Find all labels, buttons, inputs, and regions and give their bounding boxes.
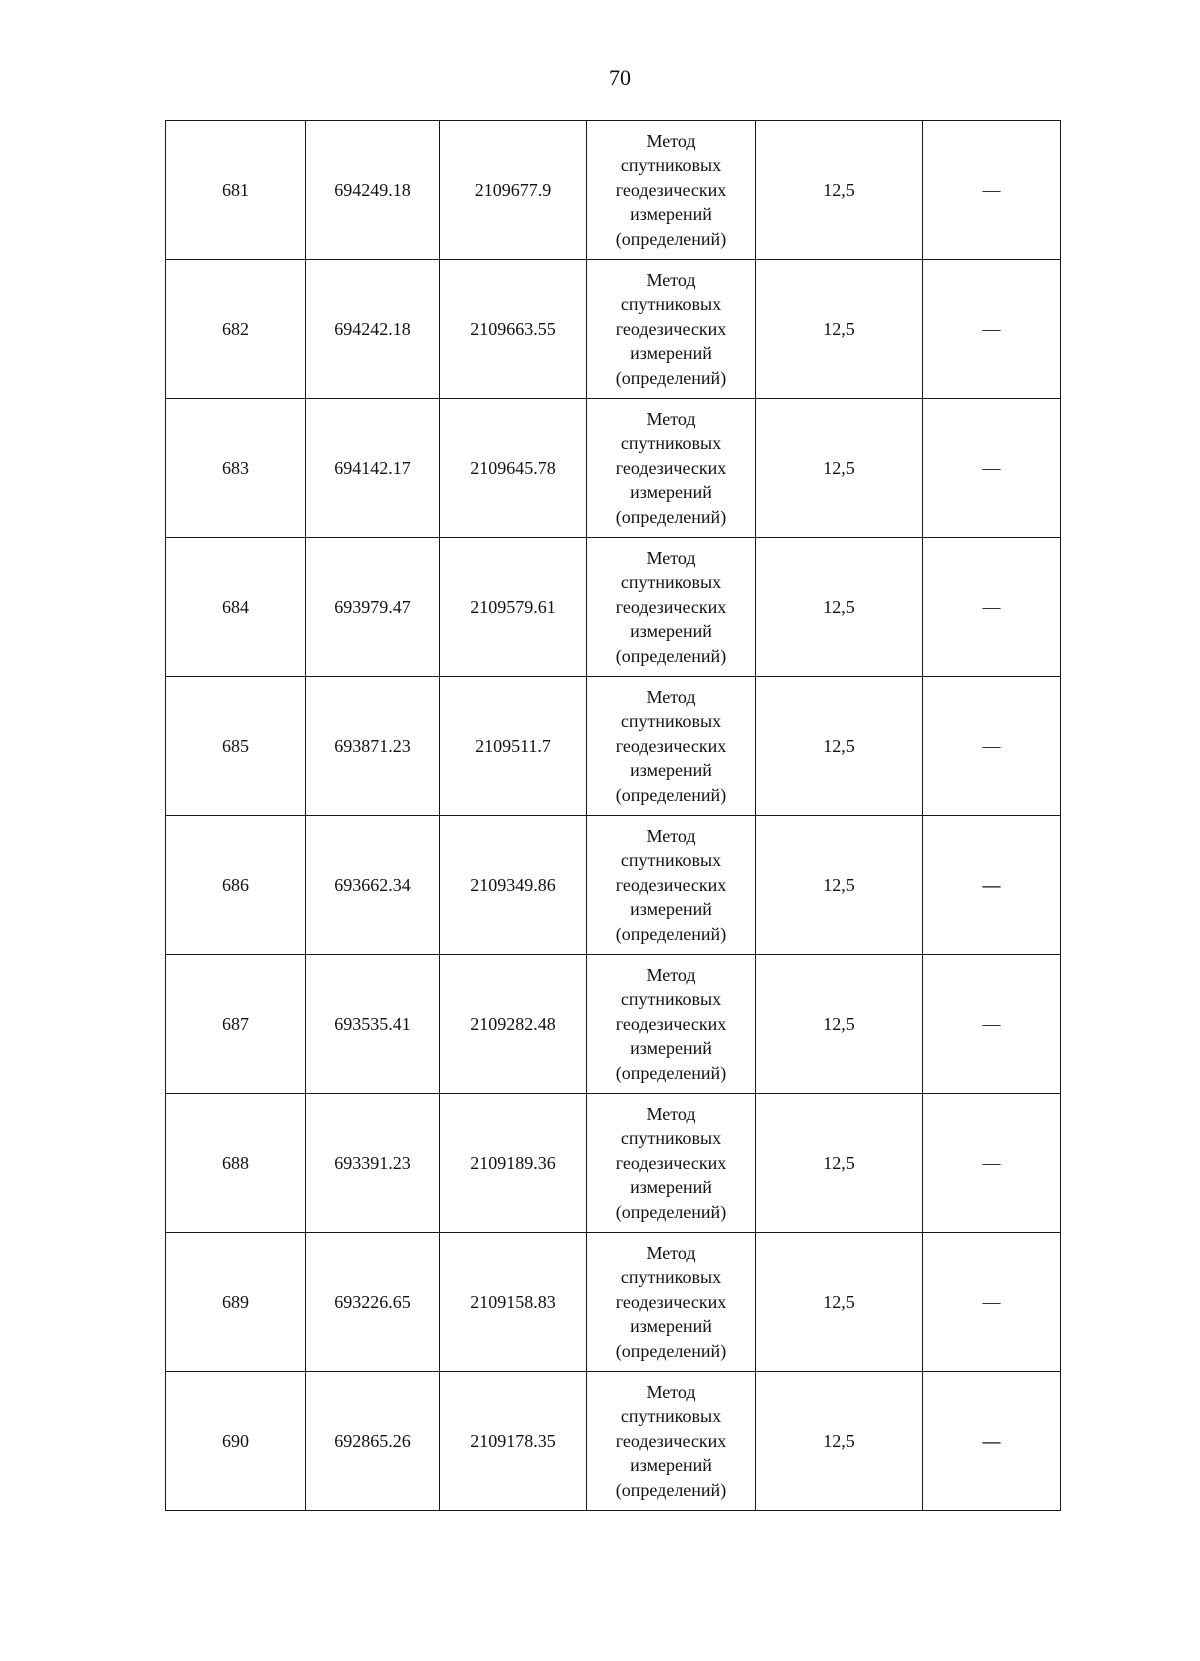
method-line: спутниковых <box>620 1406 722 1427</box>
y-coordinate-cell: 2109158.83 <box>440 1233 587 1372</box>
note-dash: — <box>982 596 1001 617</box>
method-line: измерений <box>630 1177 712 1198</box>
page-number: 70 <box>609 65 631 90</box>
y-coordinate-cell: 2109645.78 <box>440 399 587 538</box>
point-number-cell: 690 <box>166 1372 306 1511</box>
method-line: геодезических <box>615 596 727 617</box>
note-dash: — <box>982 179 1001 200</box>
note-dash: — <box>982 318 1001 339</box>
note-cell <box>923 538 1061 677</box>
note-dash: — <box>982 1291 1001 1312</box>
method-line: геодезических <box>615 874 727 895</box>
point-number-cell: 688 <box>166 1094 306 1233</box>
method-line: Метод <box>646 1381 696 1402</box>
note-dash: — <box>982 874 1001 895</box>
point-number-cell: 685 <box>166 677 306 816</box>
method-cell <box>587 260 756 399</box>
accuracy-cell: 12,5 <box>756 121 923 260</box>
method-line: (определений) <box>615 1340 727 1361</box>
accuracy-cell: 12,5 <box>756 1372 923 1511</box>
point-number-cell: 682 <box>166 260 306 399</box>
method-line: геодезических <box>615 1013 727 1034</box>
method-line: (определений) <box>615 923 727 944</box>
method-cell <box>587 816 756 955</box>
method-line: измерений <box>630 482 712 503</box>
method-line: (определений) <box>615 367 727 388</box>
note-dash: — <box>982 735 1001 756</box>
method-line: Метод <box>646 686 696 707</box>
method-line: Метод <box>646 547 696 568</box>
method-cell <box>587 121 756 260</box>
y-coordinate-cell: 2109178.35 <box>440 1372 587 1511</box>
method-line: геодезических <box>615 318 727 339</box>
method-line: спутниковых <box>620 155 722 176</box>
method-cell <box>587 399 756 538</box>
method-line: Метод <box>646 130 696 151</box>
table-row <box>166 677 1061 816</box>
method-cell <box>587 955 756 1094</box>
table-body <box>166 121 1061 1511</box>
method-line: измерений <box>630 621 712 642</box>
method-cell <box>587 1233 756 1372</box>
method-line: (определений) <box>615 1062 727 1083</box>
table-row <box>166 816 1061 955</box>
x-coordinate-cell: 693535.41 <box>306 955 440 1094</box>
method-line: спутниковых <box>620 572 722 593</box>
method-line: геодезических <box>615 179 727 200</box>
method-line: (определений) <box>615 506 727 527</box>
y-coordinate-cell: 2109511.7 <box>440 677 587 816</box>
table-row <box>166 1372 1061 1511</box>
x-coordinate-cell: 693662.34 <box>306 816 440 955</box>
x-coordinate-cell: 692865.26 <box>306 1372 440 1511</box>
note-dash: — <box>982 1430 1001 1451</box>
table-row <box>166 1094 1061 1233</box>
method-cell <box>587 1094 756 1233</box>
method-line: спутниковых <box>620 294 722 315</box>
method-line: (определений) <box>615 784 727 805</box>
x-coordinate-cell: 694249.18 <box>306 121 440 260</box>
method-line: измерений <box>630 1455 712 1476</box>
method-line: измерений <box>630 760 712 781</box>
y-coordinate-cell: 2109579.61 <box>440 538 587 677</box>
method-line: измерений <box>630 1038 712 1059</box>
accuracy-cell: 12,5 <box>756 677 923 816</box>
point-number-cell: 687 <box>166 955 306 1094</box>
note-dash: — <box>982 457 1001 478</box>
method-line: Метод <box>646 964 696 985</box>
note-dash: — <box>982 1152 1001 1173</box>
method-line: (определений) <box>615 1479 727 1500</box>
method-line: геодезических <box>615 1291 727 1312</box>
method-line: Метод <box>646 269 696 290</box>
point-number-cell: 689 <box>166 1233 306 1372</box>
method-line: Метод <box>646 1242 696 1263</box>
method-line: спутниковых <box>620 433 722 454</box>
y-coordinate-cell: 2109349.86 <box>440 816 587 955</box>
method-line: спутниковых <box>620 1267 722 1288</box>
method-line: спутниковых <box>620 1128 722 1149</box>
method-line: (определений) <box>615 1201 727 1222</box>
method-cell <box>587 538 756 677</box>
method-line: геодезических <box>615 1430 727 1451</box>
accuracy-cell: 12,5 <box>756 399 923 538</box>
coordinates-table <box>165 120 1061 1511</box>
table-row <box>166 121 1061 260</box>
method-line: измерений <box>630 343 712 364</box>
x-coordinate-cell: 693226.65 <box>306 1233 440 1372</box>
table-row <box>166 1233 1061 1372</box>
accuracy-cell: 12,5 <box>756 260 923 399</box>
y-coordinate-cell: 2109677.9 <box>440 121 587 260</box>
table-row <box>166 955 1061 1094</box>
accuracy-cell: 12,5 <box>756 538 923 677</box>
method-line: Метод <box>646 825 696 846</box>
note-cell <box>923 1094 1061 1233</box>
point-number-cell: 686 <box>166 816 306 955</box>
x-coordinate-cell: 693979.47 <box>306 538 440 677</box>
note-cell <box>923 955 1061 1094</box>
method-line: измерений <box>630 899 712 920</box>
note-dash: — <box>982 1013 1001 1034</box>
method-line: спутниковых <box>620 711 722 732</box>
method-cell <box>587 677 756 816</box>
table-row <box>166 260 1061 399</box>
note-cell <box>923 121 1061 260</box>
method-line: Метод <box>646 408 696 429</box>
note-cell <box>923 677 1061 816</box>
method-line: (определений) <box>615 228 727 249</box>
note-cell <box>923 1233 1061 1372</box>
y-coordinate-cell: 2109663.55 <box>440 260 587 399</box>
note-cell <box>923 816 1061 955</box>
point-number-cell: 683 <box>166 399 306 538</box>
y-coordinate-cell: 2109189.36 <box>440 1094 587 1233</box>
accuracy-cell: 12,5 <box>756 955 923 1094</box>
x-coordinate-cell: 694142.17 <box>306 399 440 538</box>
method-line: геодезических <box>615 735 727 756</box>
x-coordinate-cell: 694242.18 <box>306 260 440 399</box>
note-cell <box>923 399 1061 538</box>
y-coordinate-cell: 2109282.48 <box>440 955 587 1094</box>
method-line: Метод <box>646 1103 696 1124</box>
method-line: (определений) <box>615 645 727 666</box>
accuracy-cell: 12,5 <box>756 816 923 955</box>
note-cell <box>923 1372 1061 1511</box>
method-line: геодезических <box>615 457 727 478</box>
accuracy-cell: 12,5 <box>756 1094 923 1233</box>
accuracy-cell: 12,5 <box>756 1233 923 1372</box>
point-number-cell: 681 <box>166 121 306 260</box>
method-line: спутниковых <box>620 989 722 1010</box>
note-cell <box>923 260 1061 399</box>
x-coordinate-cell: 693391.23 <box>306 1094 440 1233</box>
method-line: спутниковых <box>620 850 722 871</box>
method-cell <box>587 1372 756 1511</box>
point-number-cell: 684 <box>166 538 306 677</box>
method-line: геодезических <box>615 1152 727 1173</box>
method-line: измерений <box>630 204 712 225</box>
table-row <box>166 538 1061 677</box>
method-line: измерений <box>630 1316 712 1337</box>
x-coordinate-cell: 693871.23 <box>306 677 440 816</box>
table-row <box>166 399 1061 538</box>
